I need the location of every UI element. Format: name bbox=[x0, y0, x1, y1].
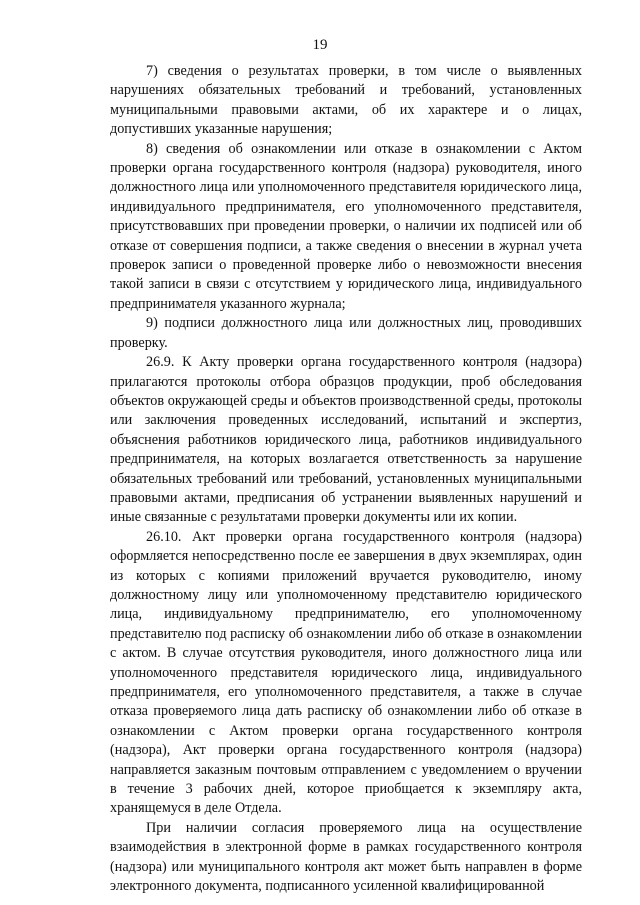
paragraph-26-10: 26.10. Акт проверки органа государственного контроля (надзора) оформляется непосредственно после ее завершения в двух экземплярах, один из которых с копиями приложений вручается руководителю, иному должностному лицу или уполномоченному представителю юридического лица, индивидуальному предпринимателю, его уполномоченному представителю под расписку об ознакомлении либо об отказе в ознакомлении с актом. В случае отсутствия руководителя, иного должностного лица или уполномоченного представителя юридического лица, индивидуального предпринимателя, его уполномоченного представителя, а также в случае отказа проверяемого лица дать расписку об ознакомлении либо об отказе в ознакомлении с Актом проверки органа государственного контроля (надзора), Акт проверки органа государственного контроля (надзора) направляется заказным почтовым отправлением с уведомлением о вручении в течение 3 рабочих дней, которое приобщается к экземпляру акта, хранящемуся в деле Отдела. bbox=[110, 528, 582, 817]
document-body bbox=[110, 62, 582, 896]
paragraph-item-9: 9) подписи должностного лица или должностных лиц, проводивших проверку. bbox=[110, 315, 582, 351]
page-number: 19 bbox=[312, 37, 328, 53]
paragraph-electronic-form: При наличии согласия проверяемого лица на осуществление взаимодействия в электронной форме в рамках государственного контроля (надзора) или муниципального контроля акт может быть направлен в форме электронного документа, подписанного усиленной квалифицированной bbox=[110, 819, 582, 895]
paragraph-26-9: 26.9. К Акту проверки органа государственного контроля (надзора) прилагаются протоколы отбора образцов продукции, проб обследования объектов окружающей среды и объектов производственной среды, протоколы или заключения проведенных исследований, испытаний и экспертиз, объяснения работников юридического лица, работников индивидуального предпринимателя, на которых возлагается ответственность за нарушение обязательных требований или требований, установленных муниципальными правовыми актами, предписания об устранении выявленных нарушений и иные связанные с результатами проверки документы или их копии. bbox=[110, 354, 582, 526]
paragraph-item-8: 8) сведения об ознакомлении или отказе в ознакомлении с Актом проверки органа государственного контроля (надзора) руководителя, иного должностного лица или уполномоченного представителя юридического лица, индивидуального предпринимателя, его уполномоченного представителя, присутствовавших при проведении проверки, о наличии их подписей или об отказе от совершения подписи, а также сведения о внесении в журнал учета проверок записи о проведенной проверке либо о невозможности внесения такой записи в связи с отсутствием у юридического лица, индивидуального предпринимателя указанного журнала; bbox=[110, 140, 582, 312]
paragraph-item-7: 7) сведения о результатах проверки, в том числе о выявленных нарушениях обязательных требований и требований, установленных муниципальными правовыми актами, об их характере и о лицах, допустивших указанные нарушения; bbox=[110, 63, 582, 138]
